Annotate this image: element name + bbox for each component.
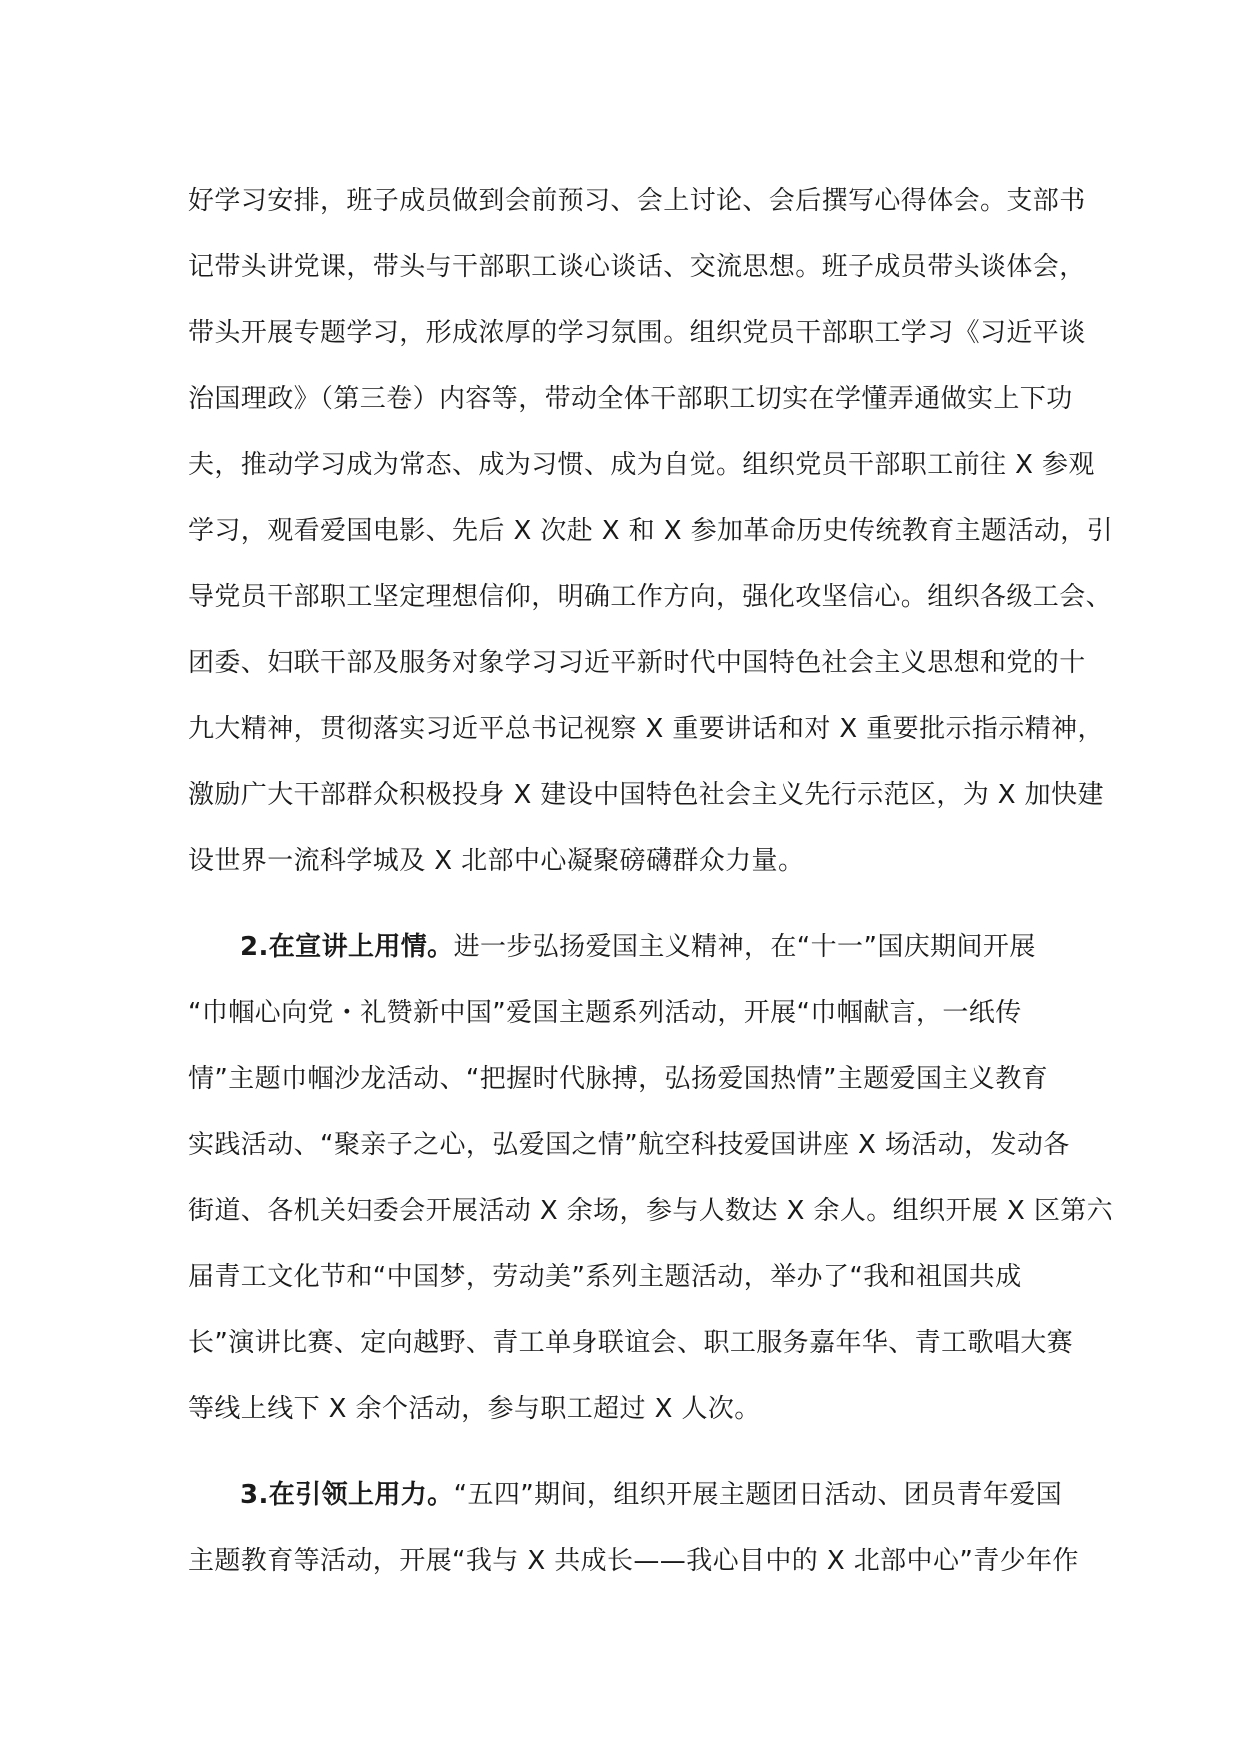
paragraph-1 bbox=[188, 168, 1114, 894]
text-line: 实践活动、“聚亲子之心，弘爱国之情”航空科技爱国讲座 X 场活动，发动各 bbox=[188, 1130, 1070, 1160]
text-line bbox=[188, 914, 1058, 980]
text-line: 等线上线下 X 余个活动，参与职工超过 X 人次。 bbox=[188, 1394, 761, 1424]
text-line: 九大精神，贯彻落实习近平总书记视察 X 重要讲话和对 X 重要批示指示精神， bbox=[188, 714, 1104, 744]
text-line: 情”主题巾帼沙龙活动、“把握时代脉搏，弘扬爱国热情”主题爱国主义教育 bbox=[188, 1064, 1049, 1094]
text-line bbox=[188, 1462, 1063, 1528]
paragraph-spacer bbox=[188, 894, 1058, 914]
text-line: 街道、各机关妇委会开展活动 X 余场，参与人数达 X 余人。组织开展 X 区第六 bbox=[188, 1196, 1114, 1226]
paragraph-spacer bbox=[188, 1442, 1058, 1462]
text-line: 治国理政》（第三卷）内容等，带动全体干部职工切实在学懂弄通做实上下功 bbox=[188, 384, 1073, 414]
text-line: 夫，推动学习成为常态、成为习惯、成为自觉。组织党员干部职工前往 X 参观 bbox=[188, 450, 1095, 480]
text-line-content: “五四”期间，组织开展主题团日活动、团员青年爱国 bbox=[453, 1480, 1063, 1510]
text-line: 导党员干部职工坚定理想信仰，明确工作方向，强化攻坚信心。组织各级工会、 bbox=[188, 582, 1113, 612]
text-line: 带头开展专题学习，形成浓厚的学习氛围。组织党员干部职工学习《习近平谈 bbox=[188, 318, 1086, 348]
text-line: 记带头讲党课，带头与干部职工谈心谈话、交流思想。班子成员带头谈体会， bbox=[188, 252, 1086, 282]
text-line-content: 进一步弘扬爱国主义精神，在“十一”国庆期间开展 bbox=[453, 932, 1036, 962]
text-line: 激励广大干部群众积极投身 X 建设中国特色社会主义先行示范区，为 X 加快建 bbox=[188, 780, 1104, 810]
body-text bbox=[188, 168, 1114, 1594]
text-line: 设世界一流科学城及 X 北部中心凝聚磅礴群众力量。 bbox=[188, 846, 805, 876]
paragraph-2 bbox=[188, 914, 1114, 1442]
section-heading: 2.在宣讲上用情。 bbox=[240, 932, 454, 962]
text-line: “巾帼心向党・礼赞新中国”爱国主题系列活动，开展“巾帼献言，一纸传 bbox=[188, 998, 1022, 1028]
text-line: 团委、妇联干部及服务对象学习习近平新时代中国特色社会主义思想和党的十 bbox=[188, 648, 1086, 678]
section-heading: 3.在引领上用力。 bbox=[240, 1480, 454, 1510]
text-line: 届青工文化节和“中国梦，劳动美”系列主题活动，举办了“我和祖国共成 bbox=[188, 1262, 1022, 1292]
text-line: 长”演讲比赛、定向越野、青工单身联谊会、职工服务嘉年华、青工歌唱大赛 bbox=[188, 1328, 1074, 1358]
paragraph-3 bbox=[188, 1462, 1079, 1594]
text-line: 主题教育等活动，开展“我与 X 共成长——我心目中的 X 北部中心”青少年作 bbox=[188, 1546, 1079, 1576]
text-line: 学习，观看爱国电影、先后 X 次赴 X 和 X 参加革命历史传统教育主题活动，引 bbox=[188, 516, 1114, 546]
text-line: 好学习安排，班子成员做到会前预习、会上讨论、会后撰写心得体会。支部书 bbox=[188, 186, 1086, 216]
